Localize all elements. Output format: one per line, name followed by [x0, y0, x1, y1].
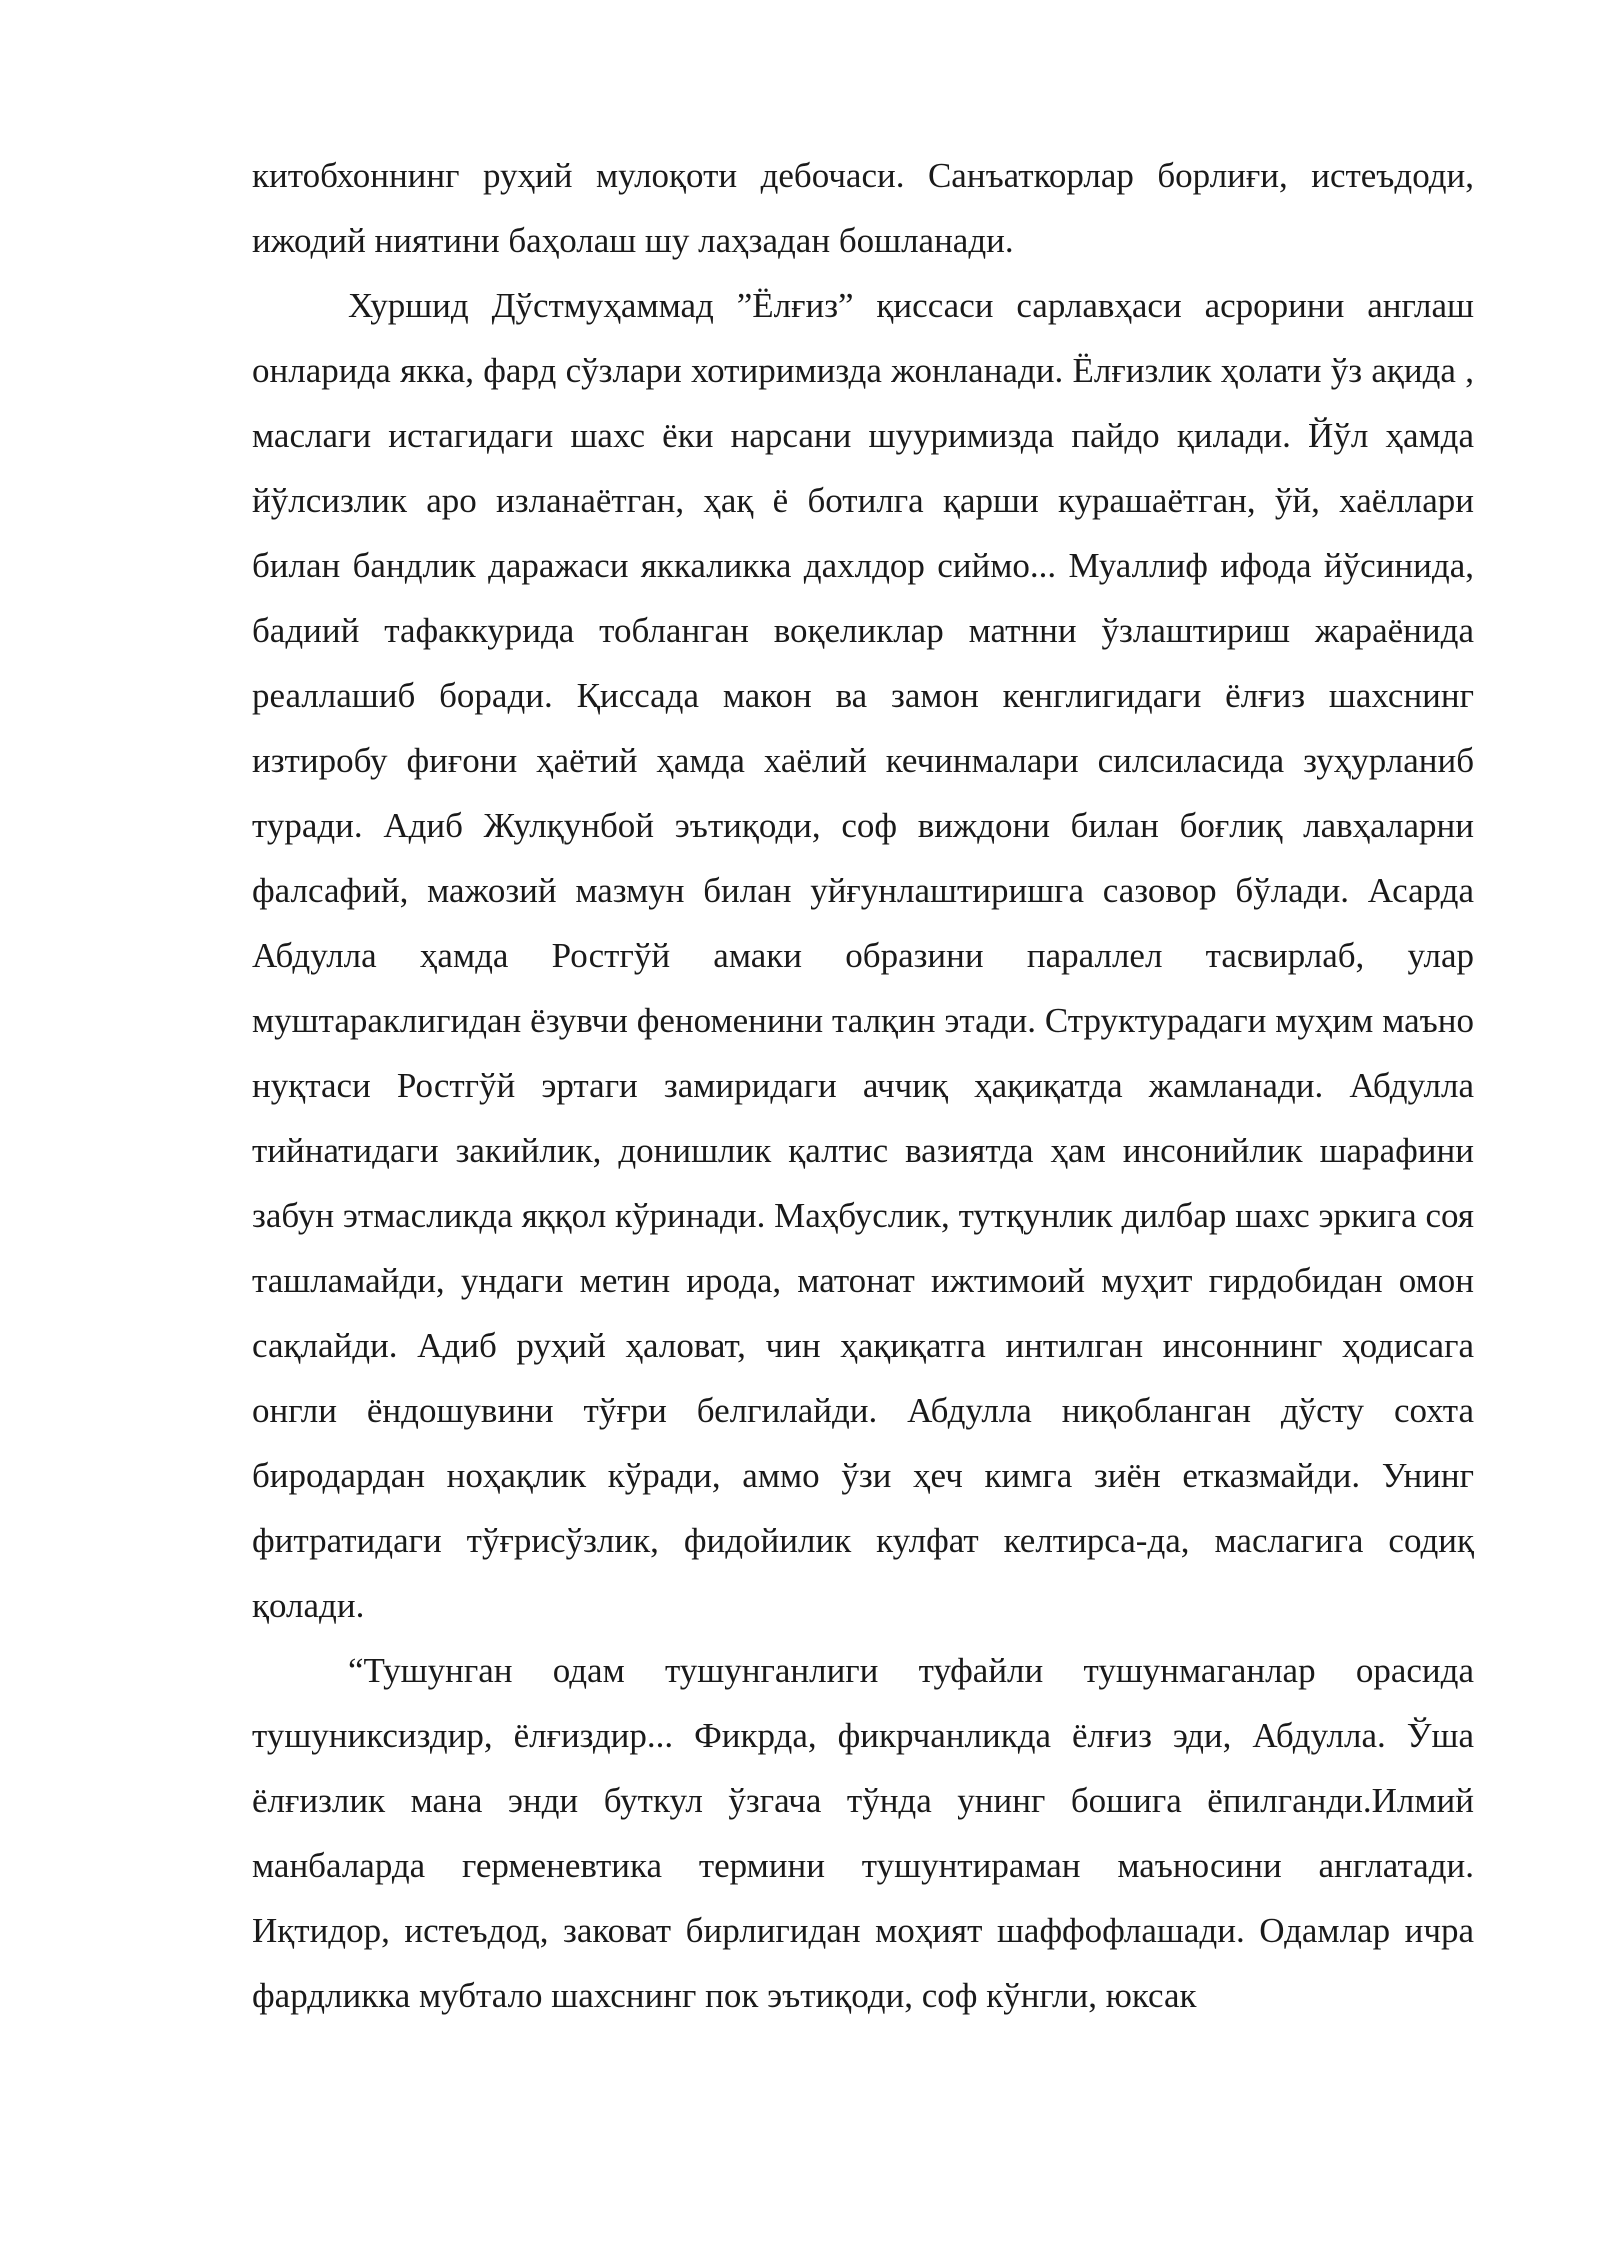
paragraph-2: Хуршид Дўстмуҳаммад ”Ёлғиз” қиссаси сарлавҳаси асрорини англаш онларида якка, фард сўзлари хотиримизда жонланади. Ёлғизлик ҳолати ўз ақида , маслаги истагидаги шахс ёки нарсани шууримизда пайдо қилади. Йўл ҳамда йўлсизлик аро изланаётган, ҳақ ё ботилга қарши курашаётган, ўй, хаёллари билан бандлик даражаси яккаликка дахлдор сиймо... Муаллиф ифода йўсинида, бадиий тафаккурида тобланган воқеликлар матнни ўзлаштириш жараёнида реаллашиб боради. Қиссада макон ва замон кенглигидаги ёлғиз шахснинг изтиробу фиғони ҳаётий ҳамда хаёлий кечинмалари силсиласида зуҳурланиб туради. Адиб Жулқунбой эътиқоди, соф виждони билан боғлиқ лавҳаларни фалсафий, мажозий мазмун билан уйғунлаштиришга сазовор бўлади. Асарда Абдулла ҳамда Ростгўй амаки образини параллел тасвирлаб, улар муштараклигидан ёзувчи феноменини талқин этади. Структурадаги муҳим маъно нуқтаси Ростгўй эртаги замиридаги аччиқ ҳақиқатда жамланади. Абдулла тийнатидаги закийлик, донишлик қалтис вазиятда ҳам инсонийлик шарафини забун этмасликда яққол кўринади. Маҳбуслик, тутқунлик дилбар шахс эркига соя ташламайди, ундаги метин ирода, матонат ижтимоий муҳит гирдобидан омон сақлайди. Адиб руҳий ҳаловат, чин ҳақиқатга интилган инсоннинг ҳодисага онгли ёндошувини тўғри белгилайди. Абдулла ниқобланган дўсту сохта биродардан ноҳақлик кўради, аммо ўзи ҳеч кимга зиён етказмайди. Унинг фитратидаги тўғрисўзлик, фидойилик кулфат келтирса-да, маслагига содиқ қолади. — [252, 286, 1474, 1625]
paragraph-3: “Тушунган одам тушунганлиги туфайли тушунмаганлар орасида тушуниксиздир, ёлғиздир... Фикрда, фикрчанликда ёлғиз эди, Абдулла. Ўша ёлғизлик мана энди буткул ўзгача тўнда унинг бошига ёпилганди.Илмий манбаларда герменевтика термини тушунтираман маъносини англатади. Иқтидор, истеъдод, заковат бирлигидан моҳият шаффофлашади. Одамлар ичра фардликка мубтало шахснинг пок эътиқоди, соф кўнгли, юксак — [252, 1651, 1474, 2015]
paragraph-1: китобхоннинг руҳий мулоқоти дебочаси. Санъаткорлар борлиғи, истеъдоди, ижодий ниятини баҳолаш шу лаҳзадан бошланади. — [252, 156, 1474, 260]
body-text — [252, 143, 1474, 2028]
